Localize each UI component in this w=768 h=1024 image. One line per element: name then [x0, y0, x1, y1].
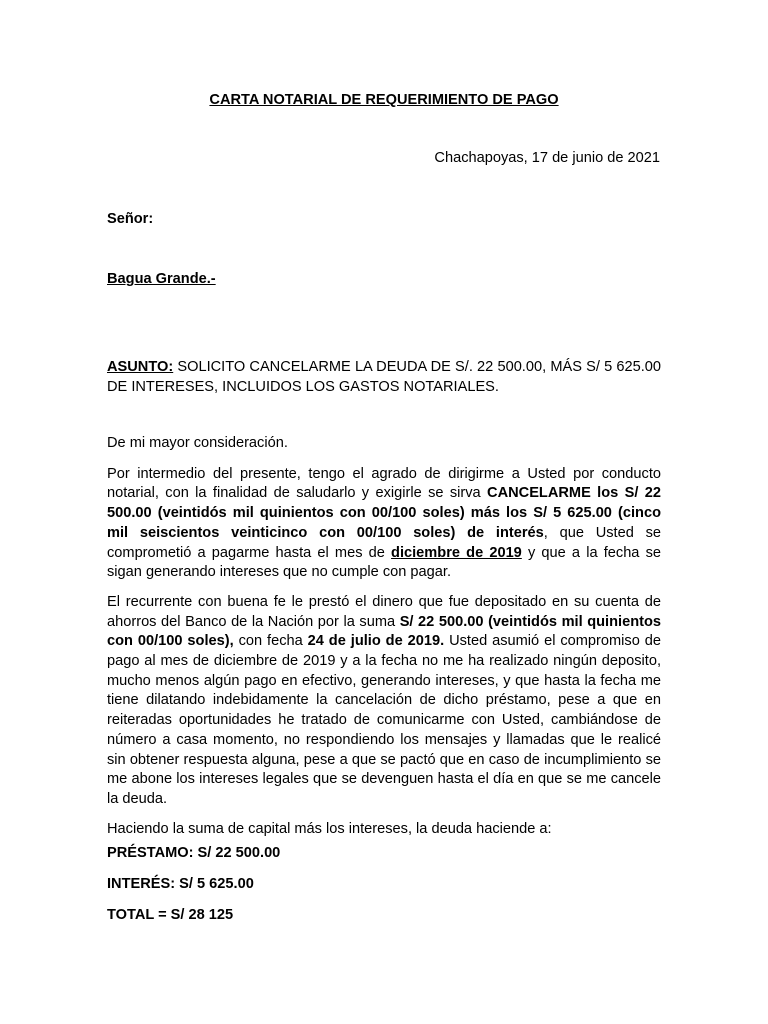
paragraph-request-deadline: diciembre de 2019 [391, 544, 522, 561]
document-title: CARTA NOTARIAL DE REQUERIMIENTO DE PAGO [209, 92, 559, 108]
paragraph-background-text-1: El recurrente con buena fe le prestó el dinero que fue depositado en su cuenta de ahorros del Banco de la Nación por la suma [107, 593, 661, 630]
paragraph-background-text-2: con fecha [233, 633, 308, 650]
paragraph-request-text-1: Por intermedio del presente, tengo el agrado de dirigirme a Usted por conducto notarial, con la finalidad de saludarlo y exigirle se sirva [107, 465, 661, 502]
totals-block [107, 843, 280, 936]
subject-label: ASUNTO: [107, 359, 174, 375]
interest-amount: INTERÉS: S/ 5 625.00 [107, 876, 254, 892]
paragraph-sum: Haciendo la suma de capital más los intereses, la deuda haciende a: [107, 820, 552, 837]
paragraph-background-text-3: Usted asumió el compromiso de pago al mes de diciembre de 2019 y a la fecha no me ha realizado ningún deposito, mucho menos algún pago en efectivo, generando intereses, y que hasta la fecha me tiene dilatando indebidamente la cancelación de dicho préstamo, pese a que en reiteradas oportunidades he tratado de comunicarme con Usted, cambiándose de número a casa momento, no respondiendo los mensajes y llamadas que le realicé sin obtener respuesta alguna, pese a que se pactó que en caso de incumplimiento se me abone los intereses legales que se devenguen hasta el día en que se me cancele la deuda. [107, 633, 661, 807]
letter-body [107, 434, 661, 849]
salutation: Señor: [107, 211, 154, 227]
paragraph-background-date: 24 de julio de 2019. [307, 633, 445, 650]
total-amount: TOTAL = S/ 28 125 [107, 907, 234, 923]
paragraph-request-text-3: y que a la fecha se sigan generando intereses que no cumple con pagar. [107, 544, 661, 581]
subject-line [107, 357, 661, 397]
paragraph-request-amount: CANCELARME los S/ 22 500.00 (veintidós mil quinientos con 00/100 soles) más los S/ 5 625.00 (cinco mil seiscientos veinticinco con 00/100 soles) de interés [107, 485, 662, 541]
loan-amount: PRÉSTAMO: S/ 22 500.00 [107, 845, 281, 861]
recipient-place: Bagua Grande.- [107, 271, 216, 287]
paragraph-background [107, 593, 661, 810]
paragraph-background-amount: S/ 22 500.00 (veintidós mil quinientos con 00/100 soles), [107, 613, 662, 650]
paragraph-request [107, 465, 661, 583]
paragraph-request-text-2: , que Usted se comprometió a pagarme hasta el mes de [107, 524, 661, 561]
greeting: De mi mayor consideración. [107, 435, 288, 451]
date-line: Chachapoyas, 17 de junio de 2021 [434, 150, 660, 166]
subject-text: SOLICITO CANCELARME LA DEUDA DE S/. 22 500.00, MÁS S/ 5 625.00 DE INTERESES, INCLUIDOS LOS GASTOS NOTARIALES. [107, 359, 661, 395]
